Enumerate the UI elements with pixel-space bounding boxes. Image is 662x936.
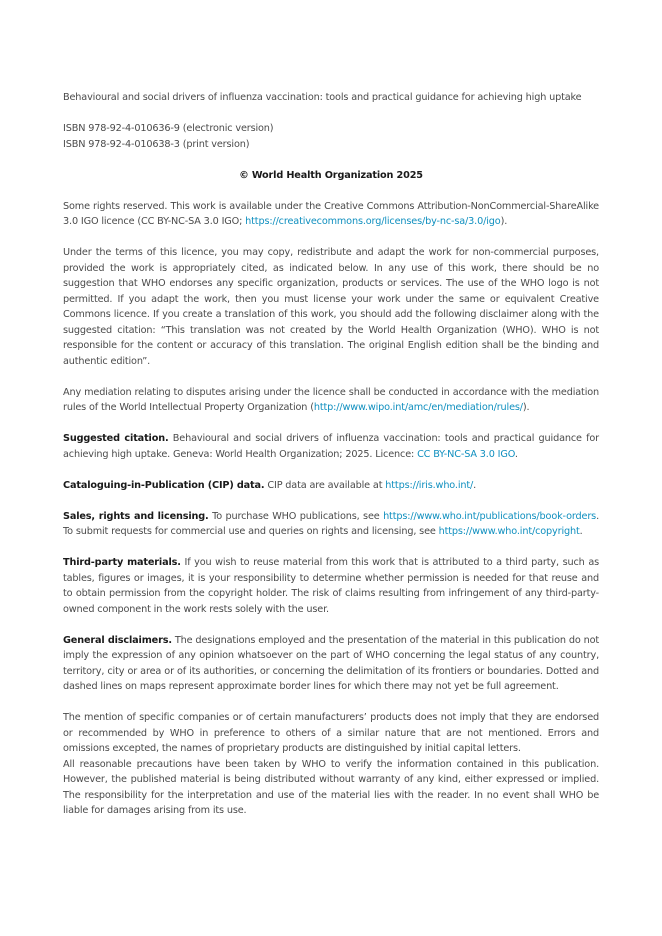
book-orders-link[interactable]: https://www.who.int/publications/book-orders	[383, 510, 597, 522]
general-disclaimers-paragraph	[63, 633, 599, 695]
isbn-electronic: ISBN 978-92-4-010636-9 (electronic version)	[63, 123, 274, 134]
citation-label: Suggested citation.	[63, 433, 169, 444]
copyright-heading: © World Health Organization 2025	[239, 169, 423, 181]
third-party-paragraph	[63, 555, 599, 617]
mention-paragraph: The mention of specific companies or of certain manufacturers’ products does not imply that they are endorsed or recommended by WHO in preference to others of a similar nature that are not mentioned. Errors and omissions excepted, the names of proprietary products are distinguished by initial capital letters.	[63, 712, 599, 754]
copyright-page	[63, 90, 599, 819]
isbn-print: ISBN 978-92-4-010638-3 (print version)	[63, 138, 250, 150]
third-party-label: Third-party materials.	[63, 557, 181, 568]
citation-licence-link[interactable]: CC BY-NC-SA 3.0 IGO	[417, 448, 515, 460]
document-title: Behavioural and social drivers of influenza vaccination: tools and practical guidance for achieving high uptake	[63, 92, 582, 103]
sales-label: Sales, rights and licensing.	[63, 510, 209, 522]
licence-link[interactable]: https://creativecommons.org/licenses/by-nc-sa/3.0/igo	[245, 216, 501, 227]
mediation-after: ).	[522, 402, 530, 413]
rights-after: ).	[500, 216, 508, 227]
citation-after: .	[514, 448, 518, 460]
cip-paragraph	[63, 478, 599, 494]
iris-link[interactable]: https://iris.who.int/	[385, 479, 474, 491]
precautions-paragraph: All reasonable precautions have been taken by WHO to verify the information contained in this publication. However, the published material is being distributed without warranty of any kind, either expressed or implied. The responsibility for the interpretation and use of the material lies with the reader. In no event shall WHO be liable for damages arising from its use.	[63, 758, 599, 816]
citation-text: Behavioural and social drivers of influenza vaccination: tools and practical guidance for achieving high uptake. Geneva: World Health Organization; 2025. Licence:	[63, 433, 599, 460]
cip-after: .	[473, 479, 477, 491]
general-disclaimers-text: The designations employed and the presentation of the material in this publication do not imply the expression of any opinion whatsoever on the part of WHO concerning the legal status of any country, territory, city or area or of its authorities, or concerning the delimitation of its frontiers or boundaries. Dotted and dashed lines on maps represent approximate border lines for which there may not yet be full agreement.	[63, 634, 600, 692]
mediation-text: Any mediation relating to disputes arising under the licence shall be conducted in accordance with the mediation rules of the World Intellectual Property Organization (	[63, 386, 599, 413]
rights-text: Some rights reserved. This work is available under the Creative Commons Attribution-NonCommercial-ShareAlike 3.0 IGO licence (CC BY-NC-SA 3.0 IGO;	[63, 200, 599, 227]
citation-paragraph	[63, 431, 599, 462]
cip-label: Cataloguing-in-Publication (CIP) data.	[63, 479, 265, 491]
wipo-link[interactable]: http://www.wipo.int/amc/en/mediation/rules/	[313, 402, 523, 413]
rights-paragraph	[63, 199, 599, 230]
sales-text-2: . To submit requests for commercial use and queries on rights and licensing, see	[63, 510, 599, 537]
cip-text: CIP data are available at	[264, 479, 386, 491]
copyright-link[interactable]: https://www.who.int/copyright	[438, 526, 580, 537]
sales-after: .	[579, 526, 583, 537]
general-disclaimers-label: General disclaimers.	[63, 634, 172, 646]
third-party-text: If you wish to reuse material from this work that is attributed to a third party, such as tables, figures or images, it is your responsibility to determine whether permission is needed for that reuse and to obtain permission from the copyright holder. The risk of claims resulting from infringement of any third-party-owned component in the work rests solely with the user.	[63, 557, 600, 615]
mediation-paragraph	[63, 385, 599, 416]
sales-paragraph	[63, 509, 599, 540]
sales-text-1: To purchase WHO publications, see	[208, 510, 384, 522]
terms-paragraph: Under the terms of this licence, you may copy, redistribute and adapt the work for non-commercial purposes, provided the work is appropriately cited, as indicated below. In any use of this work, there should be no suggestion that WHO endorses any specific organization, products or services. The use of the WHO logo is not permitted. If you adapt the work, then you must license your work under the same or equivalent Creative Commons licence. If you create a translation of this work, you should add the following disclaimer along with the suggested citation: “This translation was not created by the World Health Organization (WHO). WHO is not responsible for the content or accuracy of this translation. The original English edition shall be the binding and authentic edition”.	[63, 247, 599, 367]
